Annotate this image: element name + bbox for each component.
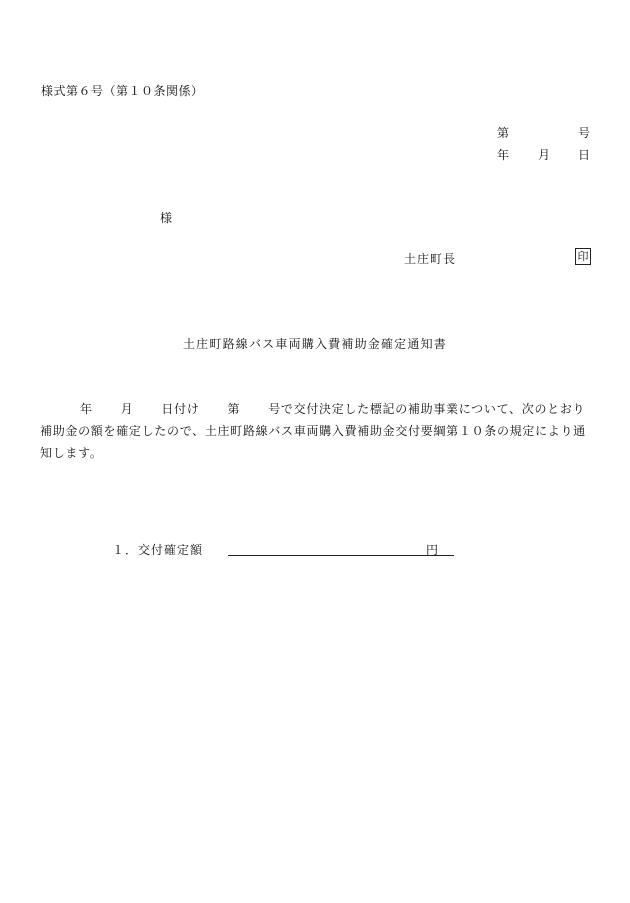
amount-unit: 円: [425, 543, 438, 557]
body-paragraph: [40, 398, 592, 464]
confirmed-amount-field: [228, 541, 454, 556]
date-day: 日: [577, 148, 590, 162]
seal-mark: 印: [575, 248, 591, 265]
date-year: 年: [497, 148, 510, 162]
date-month: 月: [538, 148, 551, 162]
addressee-honorific: 様: [160, 211, 173, 225]
document-number-suffix: 号: [577, 126, 590, 140]
issuer-name: 土庄町長: [404, 252, 457, 266]
form-number: 様式第６号（第１０条関係）: [41, 84, 204, 98]
body-day-dated: 日付け: [161, 402, 200, 416]
confirmed-amount-label: １．交付確定額: [112, 543, 204, 557]
body-number-prefix: 第: [227, 402, 241, 416]
body-text-rest: 号で交付決定した標記の補助事業について、次のとおり補助金の額を確定したので、土庄町路線バス車両購入費補助金交付要綱第１０条の規定により通知します。: [40, 402, 586, 460]
document-number-prefix: 第: [497, 126, 510, 140]
document-title: 土庄町路線バス車両購入費補助金確定通知書: [182, 337, 447, 351]
body-month: 月: [120, 402, 134, 416]
body-year: 年: [80, 402, 93, 416]
